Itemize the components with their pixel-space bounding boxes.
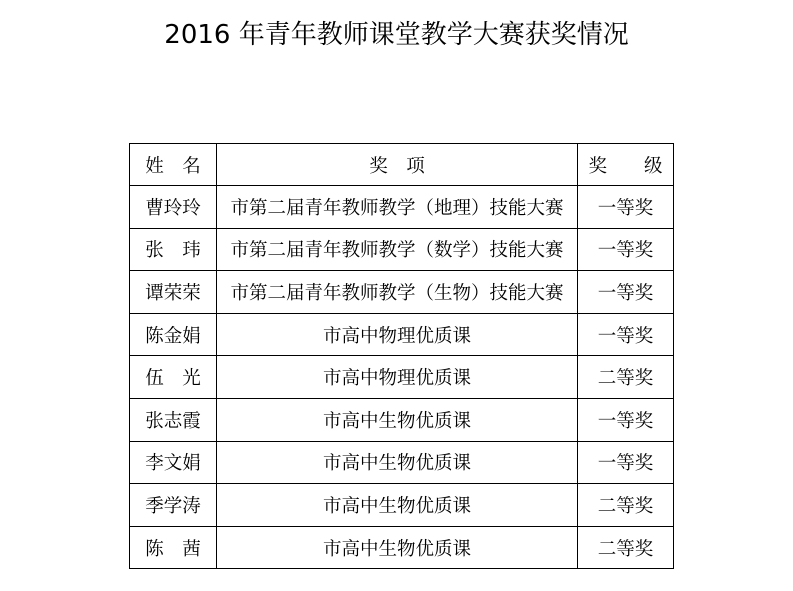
level-cell: 一等奖 xyxy=(578,228,674,271)
table-header-row xyxy=(130,144,674,186)
name-cell: 陈金娟 xyxy=(130,313,217,356)
name-cell: 季学涛 xyxy=(130,484,217,527)
level-cell: 二等奖 xyxy=(578,356,674,399)
name-cell: 陈 茜 xyxy=(130,526,217,569)
level-cell: 一等奖 xyxy=(578,271,674,314)
table-row xyxy=(130,441,674,484)
award-cell: 市高中生物优质课 xyxy=(217,398,578,441)
level-cell: 二等奖 xyxy=(578,484,674,527)
award-cell: 市高中生物优质课 xyxy=(217,526,578,569)
name-cell: 伍 光 xyxy=(130,356,217,399)
award-cell: 市第二届青年教师教学（地理）技能大赛 xyxy=(217,186,578,229)
name-cell: 李文娟 xyxy=(130,441,217,484)
award-cell: 市高中生物优质课 xyxy=(217,484,578,527)
level-cell: 一等奖 xyxy=(578,186,674,229)
level-cell: 一等奖 xyxy=(578,313,674,356)
header-name: 姓 名 xyxy=(130,144,217,186)
table-row xyxy=(130,398,674,441)
table-row xyxy=(130,271,674,314)
award-cell: 市高中物理优质课 xyxy=(217,356,578,399)
award-cell: 市第二届青年教师教学（数学）技能大赛 xyxy=(217,228,578,271)
name-cell: 张志霞 xyxy=(130,398,217,441)
award-cell: 市高中物理优质课 xyxy=(217,313,578,356)
header-award: 奖 项 xyxy=(217,144,578,186)
level-cell: 二等奖 xyxy=(578,526,674,569)
table-row xyxy=(130,313,674,356)
awards-table xyxy=(129,143,674,569)
table-row xyxy=(130,186,674,229)
table-row xyxy=(130,526,674,569)
award-cell: 市第二届青年教师教学（生物）技能大赛 xyxy=(217,271,578,314)
name-cell: 曹玲玲 xyxy=(130,186,217,229)
level-cell: 一等奖 xyxy=(578,441,674,484)
name-cell: 谭荣荣 xyxy=(130,271,217,314)
table-row xyxy=(130,484,674,527)
level-cell: 一等奖 xyxy=(578,398,674,441)
document-title: 2016 年青年教师课堂教学大赛获奖情况 xyxy=(164,20,629,50)
table-row xyxy=(130,228,674,271)
award-cell: 市高中生物优质课 xyxy=(217,441,578,484)
name-cell: 张 玮 xyxy=(130,228,217,271)
table-row xyxy=(130,356,674,399)
header-level: 奖 级 xyxy=(578,144,674,186)
